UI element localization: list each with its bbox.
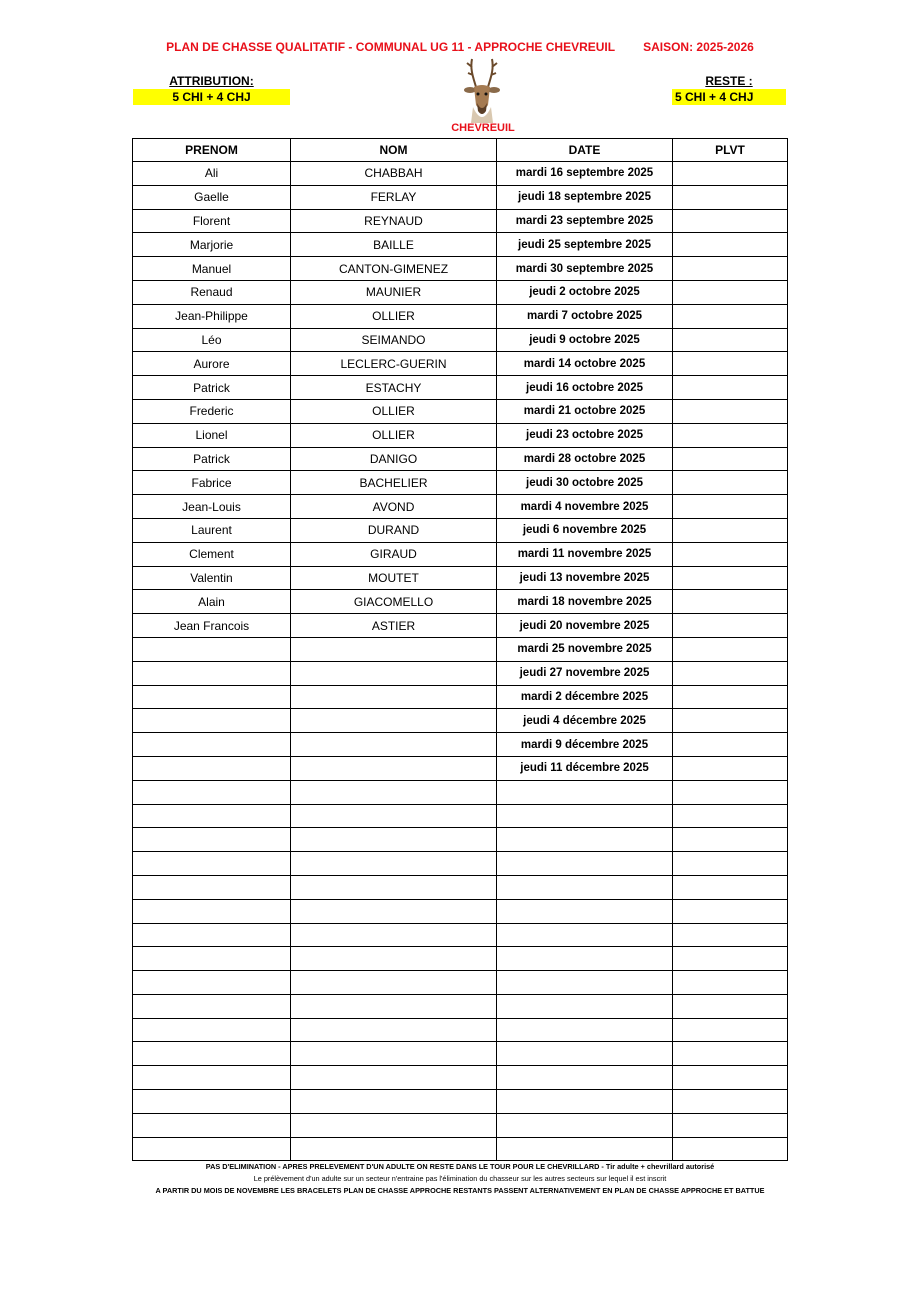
nom-cell: OLLIER <box>291 304 497 328</box>
table-row <box>133 637 788 661</box>
prenom-cell <box>133 756 291 780</box>
date-cell <box>497 971 673 995</box>
table-row <box>133 376 788 400</box>
table-row <box>133 947 788 971</box>
table-row <box>133 1113 788 1137</box>
table-row <box>133 804 788 828</box>
prenom-cell: Gaelle <box>133 185 291 209</box>
plvt-cell <box>673 1018 788 1042</box>
nom-cell <box>291 780 497 804</box>
nom-cell: DURAND <box>291 518 497 542</box>
plvt-cell <box>673 233 788 257</box>
prenom-cell: Frederic <box>133 399 291 423</box>
plvt-cell <box>673 518 788 542</box>
plvt-cell <box>673 471 788 495</box>
plvt-cell <box>673 994 788 1018</box>
table-row <box>133 828 788 852</box>
date-cell: jeudi 13 novembre 2025 <box>497 566 673 590</box>
date-cell: mardi 14 octobre 2025 <box>497 352 673 376</box>
date-cell: jeudi 20 novembre 2025 <box>497 614 673 638</box>
date-cell: jeudi 30 octobre 2025 <box>497 471 673 495</box>
prenom-cell <box>133 875 291 899</box>
date-cell: jeudi 27 novembre 2025 <box>497 661 673 685</box>
prenom-cell: Florent <box>133 209 291 233</box>
nom-cell: DANIGO <box>291 447 497 471</box>
date-cell: mardi 30 septembre 2025 <box>497 257 673 281</box>
table-row <box>133 1090 788 1114</box>
nom-cell <box>291 1137 497 1161</box>
reste-label: RESTE : <box>705 74 753 88</box>
nom-cell <box>291 685 497 709</box>
nom-cell <box>291 852 497 876</box>
table-row <box>133 280 788 304</box>
column-header-plvt: PLVT <box>673 139 788 162</box>
plvt-cell <box>673 709 788 733</box>
plvt-cell <box>673 685 788 709</box>
prenom-cell <box>133 1018 291 1042</box>
column-header-nom: NOM <box>291 139 497 162</box>
footer-note-3: A PARTIR DU MOIS DE NOVEMBRE LES BRACELETS PLAN DE CHASSE APPROCHE RESTANTS PASSENT ALTERNATIVEMENT EN PLAN DE CHASSE APPROCHE ET BATTUE <box>155 1186 765 1195</box>
table-row <box>133 971 788 995</box>
prenom-cell: Patrick <box>133 447 291 471</box>
nom-cell <box>291 637 497 661</box>
date-cell: jeudi 11 décembre 2025 <box>497 756 673 780</box>
prenom-cell: Jean-Philippe <box>133 304 291 328</box>
nom-cell: CANTON-GIMENEZ <box>291 257 497 281</box>
date-cell <box>497 899 673 923</box>
table-row <box>133 518 788 542</box>
date-cell: jeudi 9 octobre 2025 <box>497 328 673 352</box>
date-cell: jeudi 25 septembre 2025 <box>497 233 673 257</box>
plvt-cell <box>673 971 788 995</box>
plvt-cell <box>673 875 788 899</box>
nom-cell: CHABBAH <box>291 162 497 186</box>
plvt-cell <box>673 780 788 804</box>
plvt-cell <box>673 447 788 471</box>
species-label: CHEVREUIL <box>451 122 515 134</box>
plvt-cell <box>673 899 788 923</box>
nom-cell <box>291 971 497 995</box>
table-row <box>133 352 788 376</box>
nom-cell: MAUNIER <box>291 280 497 304</box>
prenom-cell: Jean Francois <box>133 614 291 638</box>
nom-cell <box>291 899 497 923</box>
table-row <box>133 566 788 590</box>
date-cell <box>497 1066 673 1090</box>
table-row <box>133 590 788 614</box>
footer-note-1: PAS D'ELIMINATION - APRES PRELEVEMENT D'UN ADULTE ON RESTE DANS LE TOUR POUR LE CHEVRILLARD - Tir adulte + chevrillard autorisé <box>205 1162 715 1171</box>
plvt-cell <box>673 828 788 852</box>
prenom-cell <box>133 804 291 828</box>
plvt-cell <box>673 733 788 757</box>
date-cell: jeudi 4 décembre 2025 <box>497 709 673 733</box>
table-header-row <box>133 139 788 162</box>
nom-cell: BACHELIER <box>291 471 497 495</box>
nom-cell: OLLIER <box>291 399 497 423</box>
plvt-cell <box>673 1137 788 1161</box>
prenom-cell <box>133 780 291 804</box>
plvt-cell <box>673 756 788 780</box>
prenom-cell: Lionel <box>133 423 291 447</box>
plvt-cell <box>673 1066 788 1090</box>
plvt-cell <box>673 1042 788 1066</box>
prenom-cell: Patrick <box>133 376 291 400</box>
table-row <box>133 447 788 471</box>
date-cell <box>497 1090 673 1114</box>
date-cell: mardi 16 septembre 2025 <box>497 162 673 186</box>
prenom-cell <box>133 852 291 876</box>
date-cell <box>497 947 673 971</box>
table-row <box>133 233 788 257</box>
table-row <box>133 852 788 876</box>
prenom-cell <box>133 1066 291 1090</box>
attribution-value: 5 CHI + 4 CHJ <box>133 89 290 105</box>
plan-title: PLAN DE CHASSE QUALITATIF - COMMUNAL UG 11 - APPROCHE CHEVREUIL <box>166 40 616 54</box>
date-cell: mardi 28 octobre 2025 <box>497 447 673 471</box>
table-row <box>133 1042 788 1066</box>
nom-cell: GIRAUD <box>291 542 497 566</box>
date-cell <box>497 852 673 876</box>
prenom-cell: Alain <box>133 590 291 614</box>
nom-cell <box>291 923 497 947</box>
plvt-cell <box>673 614 788 638</box>
prenom-cell <box>133 733 291 757</box>
prenom-cell <box>133 994 291 1018</box>
date-cell <box>497 1113 673 1137</box>
prenom-cell: Marjorie <box>133 233 291 257</box>
date-cell <box>497 875 673 899</box>
nom-cell: LECLERC-GUERIN <box>291 352 497 376</box>
date-cell: mardi 9 décembre 2025 <box>497 733 673 757</box>
table-row <box>133 709 788 733</box>
prenom-cell <box>133 1137 291 1161</box>
plvt-cell <box>673 1113 788 1137</box>
nom-cell: AVOND <box>291 495 497 519</box>
date-cell <box>497 828 673 852</box>
prenom-cell: Fabrice <box>133 471 291 495</box>
column-header-prenom: PRENOM <box>133 139 291 162</box>
prenom-cell <box>133 923 291 947</box>
prenom-cell: Aurore <box>133 352 291 376</box>
roe-deer-head-icon <box>461 57 503 123</box>
plvt-cell <box>673 162 788 186</box>
nom-cell: MOUTET <box>291 566 497 590</box>
table-row <box>133 923 788 947</box>
table-row <box>133 1018 788 1042</box>
nom-cell: SEIMANDO <box>291 328 497 352</box>
prenom-cell <box>133 661 291 685</box>
date-cell <box>497 804 673 828</box>
prenom-cell: Clement <box>133 542 291 566</box>
plvt-cell <box>673 185 788 209</box>
date-cell: jeudi 23 octobre 2025 <box>497 423 673 447</box>
table-row <box>133 304 788 328</box>
prenom-cell <box>133 1113 291 1137</box>
prenom-cell <box>133 709 291 733</box>
plvt-cell <box>673 542 788 566</box>
attribution-label: ATTRIBUTION: <box>169 74 254 88</box>
table-row <box>133 661 788 685</box>
table-row <box>133 185 788 209</box>
prenom-cell <box>133 1090 291 1114</box>
plvt-cell <box>673 566 788 590</box>
table-row <box>133 162 788 186</box>
nom-cell <box>291 733 497 757</box>
prenom-cell: Renaud <box>133 280 291 304</box>
table-row <box>133 1137 788 1161</box>
table-row <box>133 542 788 566</box>
date-cell: jeudi 18 septembre 2025 <box>497 185 673 209</box>
plvt-cell <box>673 637 788 661</box>
nom-cell <box>291 756 497 780</box>
table-row <box>133 899 788 923</box>
table-row <box>133 994 788 1018</box>
date-cell: mardi 7 octobre 2025 <box>497 304 673 328</box>
plvt-cell <box>673 852 788 876</box>
prenom-cell: Valentin <box>133 566 291 590</box>
prenom-cell <box>133 637 291 661</box>
nom-cell <box>291 994 497 1018</box>
nom-cell <box>291 804 497 828</box>
reste-value: 5 CHI + 4 CHJ <box>672 89 786 105</box>
date-cell: mardi 21 octobre 2025 <box>497 399 673 423</box>
hunt-schedule-table <box>132 138 788 1161</box>
nom-cell: REYNAUD <box>291 209 497 233</box>
table-row <box>133 1066 788 1090</box>
prenom-cell: Jean-Louis <box>133 495 291 519</box>
nom-cell: GIACOMELLO <box>291 590 497 614</box>
date-cell: mardi 23 septembre 2025 <box>497 209 673 233</box>
plvt-cell <box>673 280 788 304</box>
season-label: SAISON: 2025-2026 <box>643 40 754 54</box>
date-cell: jeudi 2 octobre 2025 <box>497 280 673 304</box>
table-row <box>133 685 788 709</box>
prenom-cell <box>133 828 291 852</box>
plvt-cell <box>673 399 788 423</box>
nom-cell <box>291 1042 497 1066</box>
table-row <box>133 495 788 519</box>
date-cell: mardi 25 novembre 2025 <box>497 637 673 661</box>
nom-cell: ESTACHY <box>291 376 497 400</box>
plvt-cell <box>673 376 788 400</box>
date-cell <box>497 780 673 804</box>
table-row <box>133 780 788 804</box>
plvt-cell <box>673 590 788 614</box>
plvt-cell <box>673 495 788 519</box>
nom-cell <box>291 1066 497 1090</box>
date-cell: jeudi 6 novembre 2025 <box>497 518 673 542</box>
nom-cell <box>291 1090 497 1114</box>
nom-cell <box>291 875 497 899</box>
nom-cell: ASTIER <box>291 614 497 638</box>
plvt-cell <box>673 923 788 947</box>
table-row <box>133 875 788 899</box>
prenom-cell <box>133 1042 291 1066</box>
plvt-cell <box>673 804 788 828</box>
table-row <box>133 423 788 447</box>
plvt-cell <box>673 423 788 447</box>
table-row <box>133 614 788 638</box>
prenom-cell <box>133 685 291 709</box>
table-row <box>133 209 788 233</box>
nom-cell: BAILLE <box>291 233 497 257</box>
plvt-cell <box>673 257 788 281</box>
date-cell <box>497 923 673 947</box>
prenom-cell: Laurent <box>133 518 291 542</box>
date-cell <box>497 1137 673 1161</box>
table-row <box>133 328 788 352</box>
table-row <box>133 399 788 423</box>
plvt-cell <box>673 1090 788 1114</box>
prenom-cell: Ali <box>133 162 291 186</box>
plvt-cell <box>673 304 788 328</box>
date-cell <box>497 994 673 1018</box>
plvt-cell <box>673 352 788 376</box>
column-header-date: DATE <box>497 139 673 162</box>
plvt-cell <box>673 209 788 233</box>
date-cell: mardi 11 novembre 2025 <box>497 542 673 566</box>
table-row <box>133 756 788 780</box>
plvt-cell <box>673 328 788 352</box>
plvt-cell <box>673 661 788 685</box>
nom-cell <box>291 661 497 685</box>
footer-note-2: Le prélèvement d'un adulte sur un secteur n'entraine pas l'élimination du chasseur sur les autres secteurs sur lequel il est inscrit <box>253 1174 667 1183</box>
nom-cell <box>291 828 497 852</box>
nom-cell <box>291 1018 497 1042</box>
date-cell: mardi 18 novembre 2025 <box>497 590 673 614</box>
nom-cell <box>291 709 497 733</box>
prenom-cell: Manuel <box>133 257 291 281</box>
prenom-cell <box>133 947 291 971</box>
table-row <box>133 733 788 757</box>
nom-cell <box>291 1113 497 1137</box>
prenom-cell <box>133 899 291 923</box>
prenom-cell: Léo <box>133 328 291 352</box>
page-title <box>0 40 920 54</box>
date-cell: jeudi 16 octobre 2025 <box>497 376 673 400</box>
date-cell: mardi 4 novembre 2025 <box>497 495 673 519</box>
prenom-cell <box>133 971 291 995</box>
nom-cell <box>291 947 497 971</box>
date-cell: mardi 2 décembre 2025 <box>497 685 673 709</box>
nom-cell: OLLIER <box>291 423 497 447</box>
table-row <box>133 257 788 281</box>
table-row <box>133 471 788 495</box>
date-cell <box>497 1042 673 1066</box>
date-cell <box>497 1018 673 1042</box>
nom-cell: FERLAY <box>291 185 497 209</box>
plvt-cell <box>673 947 788 971</box>
